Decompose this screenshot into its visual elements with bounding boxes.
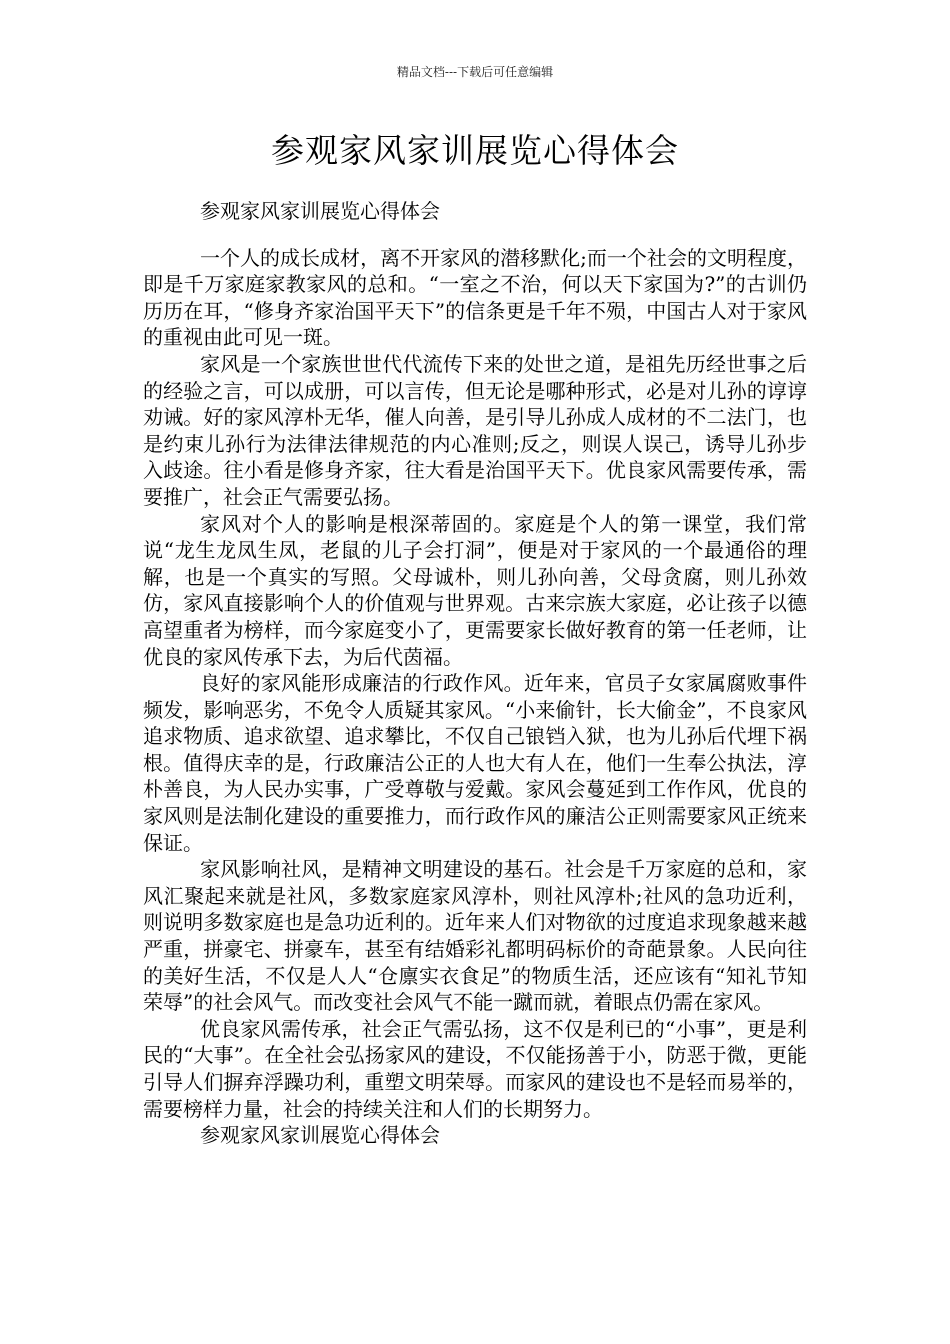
body-paragraph-6: 优良家风需传承，社会正气需弘扬，这不仅是利已的“小事”，更是利民的“大事”。在全社会弘扬家风的建设，不仅能扬善于小，防恶于微，更能引导人们摒弃浮躁功利，重塑文明荣辱。而家风的建设也不是轻而易举的，需要榜样力量，社会的持续关注和人们的长期努力。 <box>143 1016 807 1121</box>
document-closing-line: 参观家风家训展览心得体会 <box>200 1123 440 1148</box>
page-header-note: 精品文档---下载后可任意编辑 <box>396 65 554 79</box>
body-paragraph-4: 良好的家风能形成廉洁的行政作风。近年来，官员子女家属腐败事件频发，影响恶劣，不免令人质疑其家风。“小来偷针，长大偷金”，不良家风追求物质、追求欲望、追求攀比，不仅自己锒铛入狱，也为儿孙后代埋下祸根。值得庆幸的是，行政廉洁公正的人也大有人在，他们一生奉公执法，淳朴善良，为人民办实事，广受尊敬与爱戴。家风会蔓延到工作作风，优良的家风则是法制化建设的重要推力，而行政作风的廉洁公正则需要家风正统来保证。 <box>143 671 807 855</box>
document-subtitle: 参观家风家训展览心得体会 <box>200 199 440 223</box>
body-paragraph-1: 一个人的成长成材，离不开家风的潜移默化;而一个社会的文明程度，即是千万家庭家教家风的总和。“一室之不治，何以天下家国为?”的古训仍历历在耳，“修身齐家治国平天下”的信条更是千年不殒，中国古人对于家风的重视由此可见一斑。 <box>143 245 807 350</box>
body-paragraph-3: 家风对个人的影响是根深蒂固的。家庭是个人的第一课堂，我们常说“龙生龙凤生凤，老鼠的儿子会打洞”，便是对于家风的一个最通俗的理解，也是一个真实的写照。父母诚朴，则儿孙向善，父母贪腐，则儿孙效仿，家风直接影响个人的价值观与世界观。古来宗族大家庭，必让孩子以德高望重者为榜样，而今家庭变小了，更需要家长做好教育的第一任老师，让优良的家风传承下去，为后代茵福。 <box>143 511 807 669</box>
body-paragraph-2: 家风是一个家族世世代代流传下来的处世之道，是祖先历经世事之后的经验之言，可以成册，可以言传，但无论是哪种形式，必是对儿孙的谆谆劝诫。好的家风淳朴无华，催人向善，是引导儿孙成人成材的不二法门，也是约束儿孙行为法律法律规范的内心准则;反之，则误人误己，诱导儿孙步入歧途。往小看是修身齐家，往大看是治国平天下。优良家风需要传承，需要推广，社会正气需要弘扬。 <box>143 351 807 509</box>
document-body <box>143 198 807 1149</box>
document-title: 参观家风家训展览心得体会 <box>271 131 679 170</box>
body-paragraph-5: 家风影响社风，是精神文明建设的基石。社会是千万家庭的总和，家风汇聚起来就是社风，多数家庭家风淳朴，则社风淳朴;社风的急功近利，则说明多数家庭也是急功近利的。近年来人们对物欲的过度追求现象越来越严重，拼豪宅、拼豪车，甚至有结婚彩礼都明码标价的奇葩景象。人民向往的美好生活，不仅是人人“仓廪实衣食足”的物质生活，还应该有“知礼节知荣辱”的社会风气。而改变社会风气不能一蹴而就，着眼点仍需在家风。 <box>143 857 807 1015</box>
